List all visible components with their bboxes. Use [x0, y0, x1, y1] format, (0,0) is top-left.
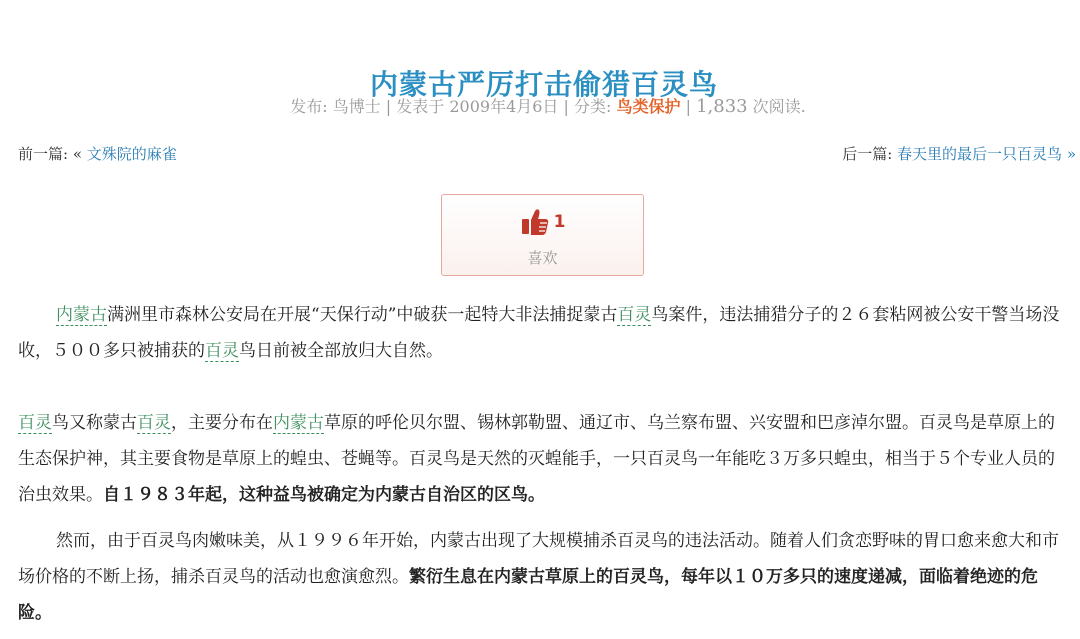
- article-body: [18, 297, 1066, 631]
- author-name[interactable]: 鸟博士: [332, 97, 381, 116]
- paragraph-spacer: [18, 369, 1066, 405]
- post-date: | 发表于 2009年4月6日 | 分类:: [380, 97, 617, 116]
- next-post-link[interactable]: 春天里的最后一只百灵鸟 »: [897, 145, 1076, 163]
- paragraph-2: [18, 405, 1066, 513]
- paragraph-text: 草原的呼伦贝尔盟、锡林郭勒盟、通辽市、乌兰察布盟、兴安盟和巴彦淖尔盟。百灵鸟是草原上的生态保护神，其主要食物是草原上的蝗虫、苍蝇等。百灵鸟是天然的灭蝗能手，一只百灵鸟一年能吃３万多只蝗虫，相当于５个专业人员的治虫效果。: [18, 413, 1055, 505]
- keyword-link[interactable]: 内蒙古: [56, 305, 107, 325]
- like-label: 喜欢: [527, 249, 558, 267]
- prev-post-link[interactable]: 文殊院的麻雀: [86, 145, 177, 163]
- paragraph-text: ，主要分布在: [171, 413, 273, 433]
- keyword-link[interactable]: 百灵: [137, 413, 171, 433]
- paragraph-text: 然而，由于百灵鸟肉嫩味美，从１９９６年开始，内蒙古出现了大规模捕杀百灵鸟的违法活动。随着人们贪恋野味的胃口愈来愈大和市场价格的不断上扬，捕杀百灵鸟的活动也愈演愈烈。: [18, 531, 1059, 587]
- bold-statement: 繁衍生息在内蒙古草原上的百灵鸟，每年以１０万多只的速度递减，面临着绝迹的危险。: [18, 567, 1038, 623]
- prev-post-nav: [18, 143, 177, 164]
- paragraph-3: [18, 523, 1066, 631]
- view-count-suffix: 次阅读.: [747, 97, 806, 116]
- keyword-link[interactable]: 百灵: [617, 305, 652, 325]
- paragraph-text: 满洲里市森林公安局在开展“天保行动”中破获一起特大非法捕捉蒙古: [107, 305, 618, 325]
- paragraph-text: 鸟日前被全部放归大自然。: [239, 341, 443, 361]
- like-row: [442, 207, 643, 241]
- meta-separator: |: [680, 97, 697, 116]
- paragraph-text: 鸟又称蒙古: [52, 413, 137, 433]
- paragraph-1: [18, 297, 1066, 369]
- thumbs-up-icon: [520, 207, 550, 237]
- category-link[interactable]: 鸟类保护: [616, 97, 681, 116]
- keyword-link[interactable]: 内蒙古: [273, 413, 324, 433]
- bold-statement: 自１９８３年起，这种益鸟被确定为内蒙古自治区的区鸟。: [103, 485, 545, 505]
- post-title: 内蒙古严厉打击偷猎百灵鸟: [369, 67, 718, 101]
- keyword-link[interactable]: 百灵: [205, 341, 239, 361]
- keyword-link[interactable]: 百灵: [18, 413, 52, 433]
- next-post-label: 后一篇:: [842, 145, 898, 163]
- next-post-nav: [842, 143, 1076, 164]
- like-button[interactable]: [441, 194, 644, 276]
- view-count: 1,833: [696, 96, 748, 117]
- post-meta: [0, 94, 1080, 117]
- like-count: 1: [553, 212, 566, 232]
- author-prefix: 发布:: [290, 97, 333, 116]
- paragraph-spacer: [18, 513, 1066, 523]
- paragraph-text: 鸟案件，违法捕猎分子的２６套粘网被公安干警当场没收，５００多只被捕获的: [18, 305, 1060, 361]
- prev-post-label: 前一篇: «: [18, 145, 87, 163]
